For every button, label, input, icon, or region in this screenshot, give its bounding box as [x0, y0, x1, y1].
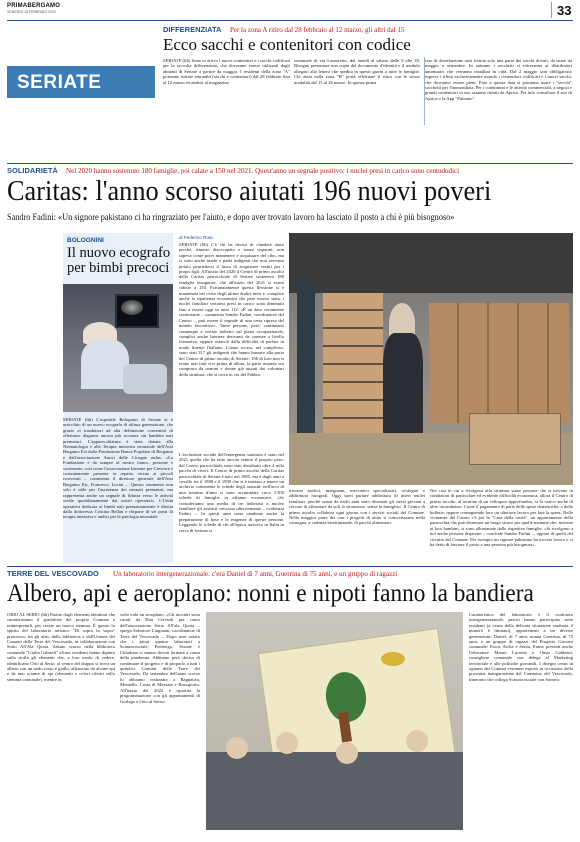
section-banner	[7, 66, 155, 98]
incubator	[123, 364, 167, 394]
caritas-col-3: trovano medici, insegnanti, meccanici specializzati, orologiai o addirittura fotografi. Oggi sarei parlare addirittura di interi nuclei familiari, perché ormai da molti anni sono diventati gli stessi giovani a cercare di affrontare da soli la situazione, senza la famiglia». Il Centro di primo ascolto collabora ogni giorno con i servizi sociali del Comune. Nella maggior parte dei casi i progetti di aiuto si concretizzano nella consegna, a cadenza bisettimanale, di pacchi alimentari.	[289, 488, 425, 526]
vescovado-kicker-sub: Un laboratorio intergenerazionale: c'era Daniel di 7 anni, Guerrina di 75 anni, e un gruppo di ragazzi	[113, 569, 398, 578]
ceiling	[289, 233, 573, 293]
bee-painting	[381, 652, 405, 666]
top-article-headline: Ecco sacchi e contenitori con codice	[163, 35, 411, 54]
flag-group-photo	[206, 612, 463, 830]
caritas-byline: di Federico Rota	[179, 235, 213, 240]
column-divider	[424, 57, 425, 125]
ultrasound-image	[121, 300, 143, 315]
issue-date: VENERDÌ 18 FEBBRAIO 2022	[7, 10, 57, 14]
strip-kicker: SOLIDARIETÀ	[7, 166, 58, 175]
box-front	[469, 413, 561, 465]
top-article-col-1: SERIATE (ltb) Sono in arrivo i nuovi contenitori e i sacchi codificati per la raccolta differenziata, che dovranno essere utilizzati dagli abitanti di Seriate a partire da maggio. I residenti della zona "A" potranno ritirare entrambi (sacchi e contenitori) dal 28 febbraio fino al 12 marzo recandosi al magazzino	[163, 58, 290, 85]
doctor-coat	[81, 339, 129, 389]
page-number: 33	[557, 3, 572, 18]
caritas-subhead: Sandro Fadini: «Un signore pakistano ci ha ringraziato per l'aiuto, e dopo aver trovato lavoro ha lasciato il posto a chi è più bisognoso»	[7, 212, 455, 222]
shelf-left	[297, 283, 315, 433]
top-article-col-2: comunale di via Lazzaretto, dal lunedì al sabato dalle 9 alle 18. Bisogna presentare una copia del documento d'identità e il modulo allegato alla lettera che spedita in questi giorni a tutte le famiglie. Chi abita nella zona "B" potrà effettuare il ritiro con le stesse modalità dal 15 al 26 marzo. In questa prima	[294, 58, 420, 85]
section-rule	[7, 163, 573, 164]
vescovado-col-2: cielo vola un aeroplano. «Gli incontri sono curati da Rita Ceresoli per conto dell'associazione Sotto All'ala Quota – spiega Salvatore Linguanti, coordinatore di Terre del Vescovado –. Dopo aver notato che i primi quattro laboratori a Scanzorosciate, Pedrengo, Seriate e Chiuduno si stanno dovuti fermare a causa della pandemia. Abbiamo però deciso di continuare il progetto e di proporlo a tutti i quindici Comuni delle Terre del Vescovado. Da settembre dell'anno scorso lo abbiamo realizzato a Bagnatica, Montello, Costa di Mezzate e Brusaporto. All'inizio del 2022 è ripartita la programmazione con gli appuntamenti di Gorlago e Orio al Serio».	[120, 612, 200, 704]
page-number-divider	[551, 2, 552, 18]
ecography-photo	[63, 284, 173, 412]
sidebar-kicker: BOLOGNINI	[67, 237, 104, 244]
top-article-kicker-sub: Per la zona A ritiro dal 28 febbraio al 12 marzo, gli altri dal 15	[230, 25, 405, 34]
sidebar-headline: Il nuovo ecografo per bimbi precoci	[67, 245, 171, 276]
top-article-col-3: fase di distribuzione sarà fornita solo una parte dei sacchi dovuti, da usare da maggio a settembre. In autunno i sacchetti si ritireranno ai distributori automatici che verranno installati in città. Dal 2 maggio sarà obbligatorio esporre i rifiuti esclusivamente usando i contenitori codificati e i nuovi sacchi, che dovranno essere pieni. Fino a questa data si potranno usare i "vecchi" sacchetti per l'immondizia. Per i condomini e le attività commerciali, a negozi e grandi contenitori in uso saranno ritirati da Aprica. Per info consultare il sito di Aprica o la App "Puliamo".	[425, 58, 572, 101]
vescovado-col-1: ORIO AL SERIO (ltb) Partire dagli elementi identitari che caratterizzano il gonfalone del proprio Comune e reinterpretarli, per creare un nuovo stemma. È questo lo spirito del laboratorio artistico "Di sopra in sopra" promosso, tra gli altri, dalla biblioteca e dall'Unione dei Comuni delle Terre del Vescovado, in collaborazione con Sotto All'Ala Quota. Sabato scorso nella biblioteca comunale "Giulia Gabrieli" alcuni residenti hanno dipinto sulla stoffa gli elementi che, a loro modo di vedere, identificano Orio al Serio: al centro del drappo si trova un albero con un nodo rosso e giallo, affiancato da alcune api e da uno sciame di api (elementi e colori riferiti sullo stemma comunale), mentre in	[7, 612, 115, 682]
strip-text: Nel 2020 hanno sostenuto 180 famiglie, poi calate a 150 nel 2021. Quest'anno un segnale positivo: i nuclei presi in carico sono centododici	[66, 166, 460, 175]
vescovado-kicker: TERRE DEL VESCOVADO	[7, 569, 99, 578]
person-2	[276, 732, 298, 754]
newspaper-name: PRIMABERGAMO	[7, 3, 61, 9]
boxes-shelf	[323, 293, 383, 433]
caritas-col-2: L'esclusione sociale dell'emergenza sanitaria è stato nel 2021 quella che ha fatto ancora sentire il proprio peso: dal Centro parrocchiale sono stati distribuiti oltre 4 mila pacchi di viveri. Il Centro di primo ascolto della Caritas parrocchiale di Seriate è nato nel 1985, ma è dagli anni a cavallo tra il 1988 e il 1990 che si è iniziato a tenere un archivio contenente le schede degli assistiti: nell'arco di una trentina d'anni si sono accumulate circa 3.500 schede di famiglie in affanno economico. «Se consideriamo una media di tre individui a nucleo familiare gli assistiti crescono ulteriormente – evidenzia Fadini –. In questi anni sono cambiate anche la preparazione di base e le esigenze di queste persone. Leggendo le schede di chi all'epoca arrivava in Italia in cerca di fortuna si	[179, 452, 284, 533]
caritas-warehouse-photo	[289, 233, 573, 485]
caritas-headline: Caritas: l'anno scorso aiutati 196 nuovi poveri	[7, 176, 492, 207]
caritas-col-4: Nei casi in cui a rivolgersi alla struttura siano persone che si trovano in condizioni di particolare ed evidente difficoltà economica, allora il Centro di primo ascolto, al termine di un colloquio approfondito, si fa carico anche di altre incombenze. Come il pagamento di parte delle spese domestiche, o delle bollette, oppure conseguendo loro un ulteriore lavoro per fare la spesa. Nelle vicinanze del Centro c'è poi la "Casa della carità", un appartamento della parrocchia che può diventare un luogo sicuro per quelle mamme che, insieme ai loro bambini, si sono allontanate dalle rispettive famiglie. «Si rivolgono a noi anche persone disperate – conclude Sandro Fadini –, oppure di quelli del circuito del Comune. Per esempio un signore pakistano ha trovato lavoro e ci ha detto di lasciare il posto a una persona più bisognosa».	[430, 488, 573, 548]
caritas-col-1: SERIATE (ltb) C'è chi ha deciso di chiedere aiuto perché, rimasto disoccupato e senza risparmi, non sapeva come poter mantenere e acquistare del cibo, ma ci sono anche madri e padri indigenti che non avevano potuto permettersi il lusso di acquistare vestiti per i propri figli. All'inizio del 2020 il Centro di primo ascolto della Caritas parrocchiale di Seriate sosteneva 180 famiglie bisognose, che all'inizio del 2021 si erano ridotte a 150. Fortunatamente questa flessione si è mantenuta nel corso degli ultimi dodici mesi e, complice anche la ripartenza economica che pare essersi stata, i nuclei familiari seriatesi presi in carico sono diminuiti fino a essere oggi in tutto 112. «È un dato certamente confortante – commenta Sandro Fadini, coordinatore del Centro –, può essere il segnale di una certa ripresa del mondo lavorativo». Tante persone, però, continuano comunque a restare indietro sul piano occupazionale, complici anche barriere derivanti da carenze a livello formativo, oppure ostacoli dalla difficoltà di parlare in modo fluente l'italiano. L'anno scorso, nel complesso, sono stati 317 gli indigenti che hanno bussato alla porta del Centro di primo ascolto di Seriate: 196 di loro non si erano mai fatti vivi prima di allora, la parte restante era composta da uomini e donne già aiutati dai volontari della struttura, che si trova in via del Fabbro.	[179, 242, 284, 377]
vescovado-col-3: Caratteristica del laboratorio è il confronto intergenerazionale, perciò hanno partecipato sette residenti (a causa della delicata situazione sanitaria il numero è limitato), appartenenti a tre diverse generazioni: Daniel, di 7 anni, nonna Guerrina, di 75 anni, e un gruppo di ragazzi del Progetto Giovani comunale: Erica, Aicha e Sonia. Erano presenti anche l'educatore Mauro Lucente e Omar Gabbrini, consigliere comunale con delega al Marketing territoriale e alle politiche giovanili. I disegni creati in ognuno dei Comuni verranno esposti in occasione della prossima inaugurazione del Cammino del Vescovado, itinerario che collega Scanzorosciate con Sarnico.	[469, 612, 573, 682]
sidebar-text: SERIATE (ltb) L'ospedale Bolognini di Seriate si è arricchito di un nuovo ecografo di ultima generazione, che grazie ai trasduttori ad alta definizione consentirà di effettuare diagnosi ancora più accurate sui bambini nati prematuri. L'apparecchiatura è stata donata alla Neonatologia e alla Terapia intensiva neonatale dell'Asst Bergamo Est dalla Fondazione Banca Popolare di Bergamo e dall'associazione Amici delle Cicogne onlus. «La Fondazione e da sempre al nostro fianco, presente e sostenente, così come l'associazione Insieme per Crescere e costantemente presente in reparto vicina ai piccoli ricoverati – commenta il direttore generale dell'Asst Bergamo Est, Francesco Locati –. Questo strumento non solo è utile per l'assistenza dei neonati prematuri, ma rappresenta anche un segnale di fiducia verso le attività svolte quotidianamente dai nostri operatori». L'Unità operativa dedicata ai bimbi nati prematuramente è diretta dalla dottoressa Cristina Bellan e dispone di sei posti di terapia intensiva e undici per la patologia neonatale.	[63, 417, 173, 520]
person-4	[406, 730, 428, 752]
boxes-stack	[429, 303, 569, 423]
people-row	[206, 752, 463, 830]
section-title: SERIATE	[17, 72, 102, 93]
person-1	[226, 737, 248, 759]
vescovado-headline: Albero, api e aeroplano: nonni e nipoti fanno la bandiera	[7, 580, 534, 607]
person-3	[336, 742, 358, 764]
masthead-rule	[7, 20, 573, 21]
volunteer-figure	[383, 333, 423, 433]
section-rule-2	[7, 566, 573, 567]
top-article-kicker: DIFFERENZIATA	[163, 25, 222, 34]
